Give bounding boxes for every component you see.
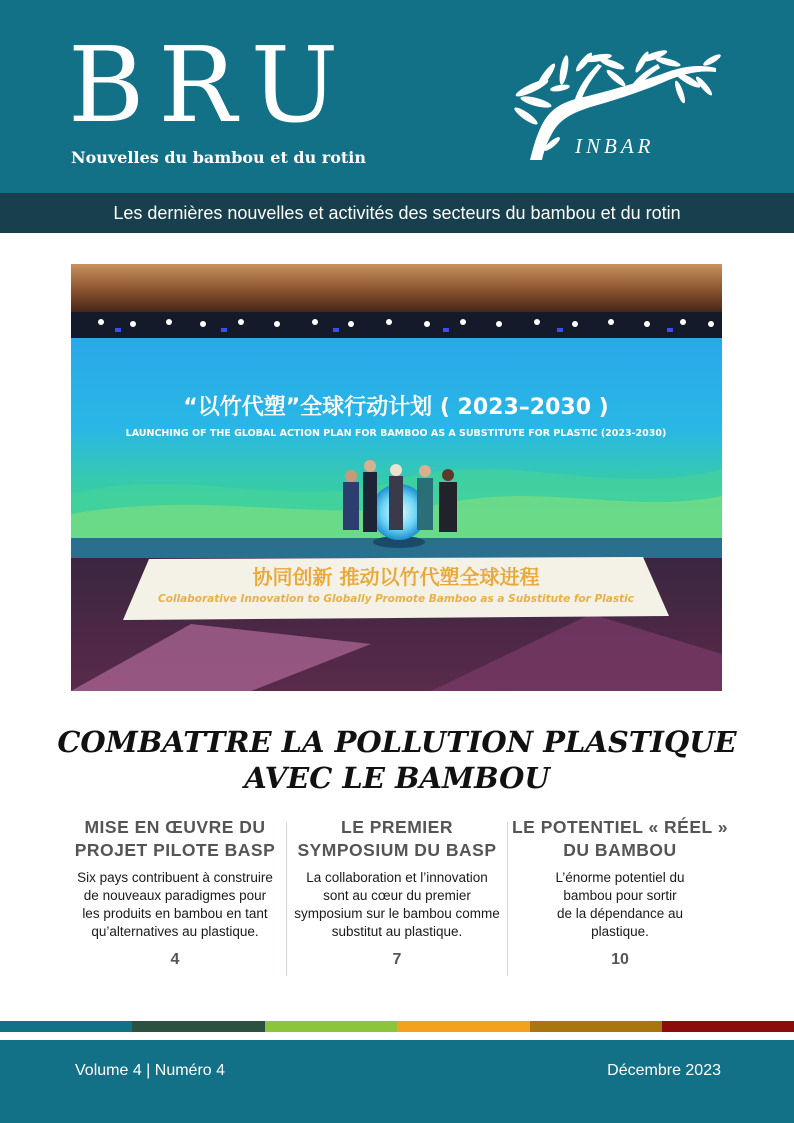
tagline-bar: Les dernières nouvelles et activités des secteurs du bambou et du rotin	[0, 193, 794, 233]
article-summary: L’énorme potentiel du bambou pour sortir de la dépendance au plastique.	[555, 870, 685, 939]
publication-title: BRU	[68, 24, 353, 146]
article-teaser-basp-symposium[interactable]	[287, 816, 507, 969]
publication-subtitle: Nouvelles du bambou et du rotin	[71, 148, 366, 167]
banner-cn: 协同创新 推动以竹代塑全球进程	[252, 565, 540, 589]
masthead	[0, 0, 794, 193]
screen-subtitle-en: LAUNCHING OF THE GLOBAL ACTION PLAN FOR BAMBOO AS A SUBSTITUTE FOR PLASTIC (2023-2030)	[125, 428, 667, 439]
article-title: LE PREMIER SYMPOSIUM DU BASP	[297, 817, 497, 860]
headline-line-1: COMBATTRE LA POLLUTION PLASTIQUE	[57, 725, 737, 759]
issue-date: Décembre 2023	[607, 1062, 721, 1079]
article-title: MISE EN ŒUVRE DU PROJET PILOTE BASP	[74, 817, 276, 860]
article-page-number: 7	[392, 951, 402, 968]
banner-en: Collaborative Innovation to Globally Promote Bamboo as a Substitute for Plastic	[158, 593, 634, 605]
logo-text: INBAR	[575, 134, 655, 158]
stripe-segment	[132, 1021, 264, 1032]
article-teaser-basp-pilot[interactable]	[64, 816, 286, 969]
stripe-segment	[265, 1021, 397, 1032]
stripe-segment	[397, 1021, 529, 1032]
screen-title-cn: “以竹代塑”全球行动计划 ( 2023–2030 )	[183, 395, 609, 420]
article-title: LE POTENTIEL « RÉEL » DU BAMBOU	[511, 817, 728, 860]
stripe-segment	[530, 1021, 662, 1032]
article-page-number: 10	[611, 951, 629, 968]
article-summary: Six pays contribuent à construire de nouveaux paradigmes pour les produits en bambou en tant qu’alternatives au plastique.	[77, 870, 273, 939]
article-summary: La collaboration et l’innovation sont au cœur du premier symposium sur le bambou comme substitut au plastique.	[294, 870, 500, 939]
headline-line-2: AVEC LE BAMBOU	[244, 761, 550, 795]
stripe-segment	[662, 1021, 794, 1032]
cover-headline	[40, 724, 754, 796]
stripe-segment	[0, 1021, 132, 1032]
footer-bar	[0, 1040, 794, 1123]
cover-photo	[71, 264, 722, 691]
article-page-number: 4	[170, 951, 180, 968]
article-teaser-bamboo-potential[interactable]	[508, 816, 732, 969]
issue-volume: Volume 4 | Numéro 4	[75, 1062, 226, 1079]
